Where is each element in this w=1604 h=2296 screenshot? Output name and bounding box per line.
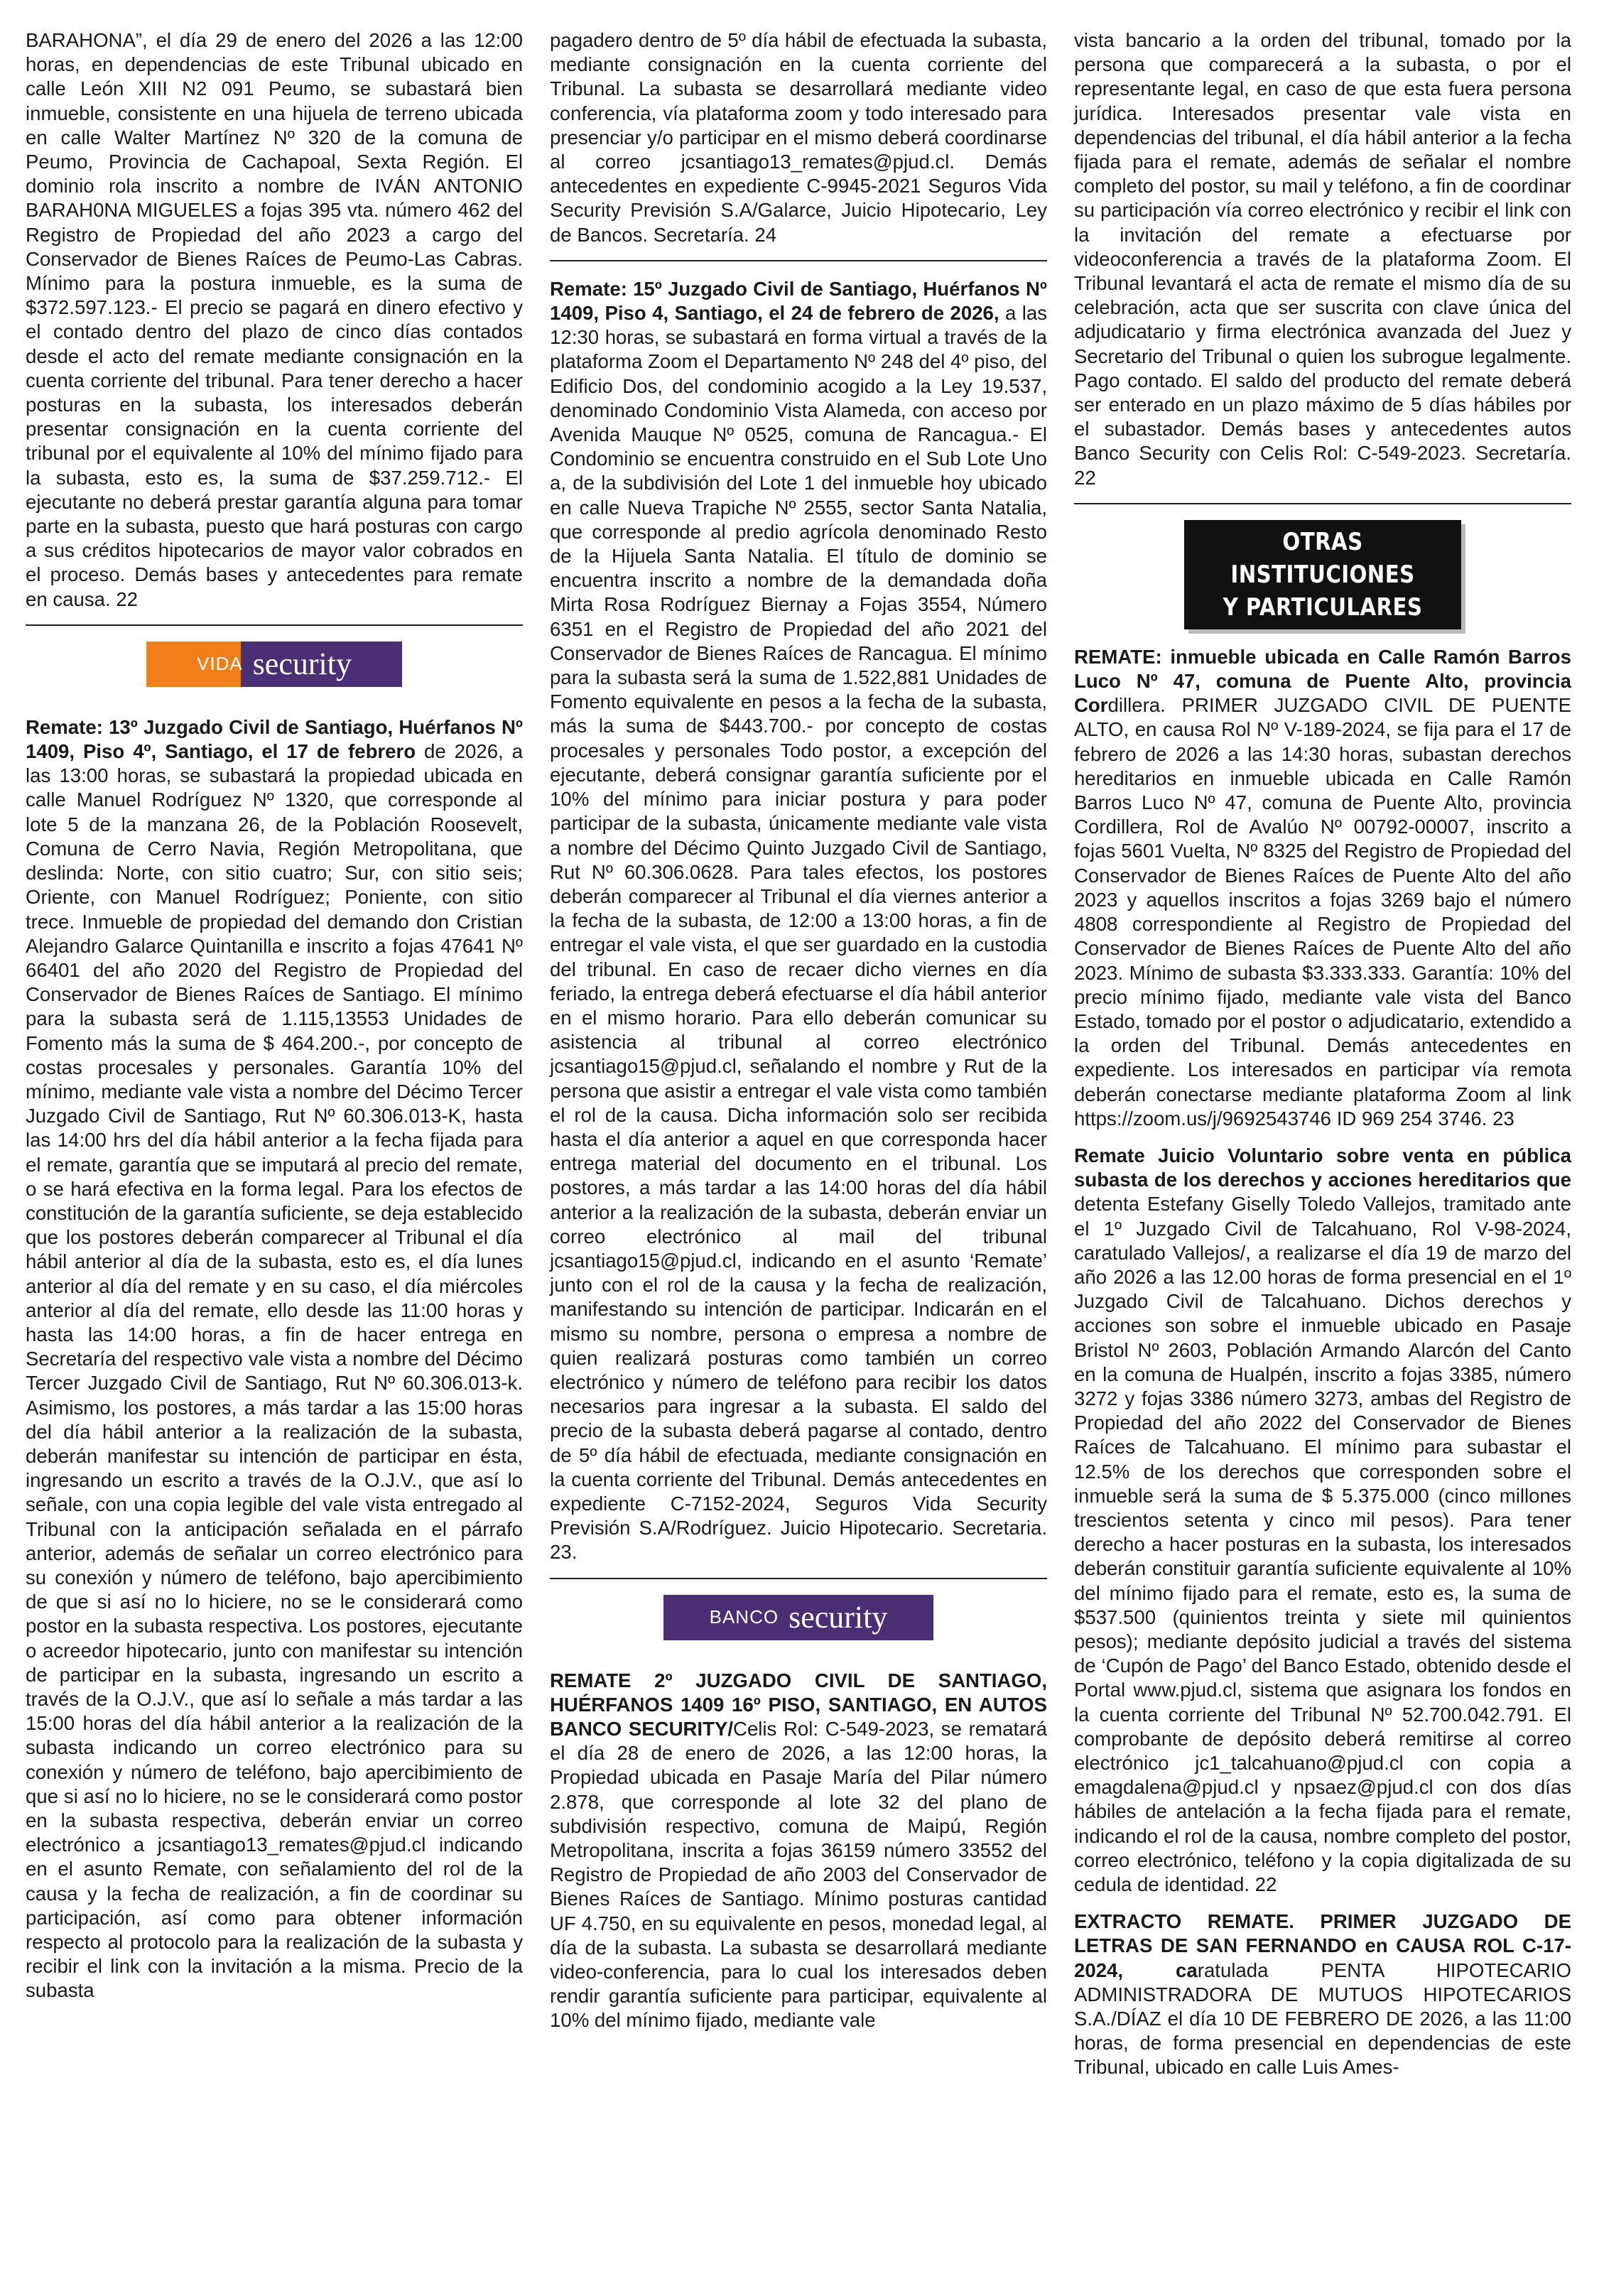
divider xyxy=(26,624,523,626)
notice-heading: REMATE 2º JUZGADO CIVIL DE SANTIAGO, HUÉRFANOS 1409 16º PISO, SANTIAGO, EN AUTOS BANCO SECURITY/ xyxy=(550,1669,1047,1740)
logo-security-text: security xyxy=(789,1600,888,1635)
notice-body: dillera. PRIMER JUZGADO CIVIL DE PUENTE ALTO, en causa Rol Nº V-189-2024, se fija para el 17 de febrero de 2026 a las 14:30 horas, subastan derechos hereditarios en inmueble ubicada en Calle Ramón Barros Luco Nº 47, comuna de Puente Alto, provincia Cordillera, Rol de Avalúo Nº 00792-00007, inscrito a fojas 5601 Vuelta, Nº 8325 del Registro de Propiedad del Conservador de Bienes Raíces de Puente Alto del año 2023 y aquellos inscritos a fojas 3269 bajo el número 4808 correspondiente al Registro de Propiedad del Conservador de Bienes Raíces de Puente Alto del año 2023. Mínimo de subasta $3.333.333. Garantía: 10% del precio mínimo fijado, mediante vale vista del Banco Estado, tomado por el postor o adjudicatario, extendido a la orden del Tribunal. Demás antecedentes en expediente. Los interesados en participar vía remota deberán conectarse mediante plataforma Zoom al link https://zoom.us/j/9692543746 ID 969 254 3746. 23 xyxy=(1074,694,1571,1130)
column-2 xyxy=(550,28,1047,2033)
divider xyxy=(550,1578,1047,1579)
notice-barahona: BARAHONA”, el día 29 de enero del 2026 a las 12:00 horas, en dependencias de este Tribunal ubicado en calle León XIII N2 091 Peumo, se subastará bien inmueble, consistente en una hijuela de terreno ubicada en calle Walter Martínez Nº 320 de la comuna de Peumo, Provincia de Cachapoal, Sexta Región. El dominio rola inscrito a nombre de IVÁN ANTONIO BARAH0NA MIGUELES a fojas 395 vta. número 462 del Registro de Propiedad del año 2023 a cargo del Conservador de Bienes Raíces de Peumo-Las Cabras. Mínimo para la postura inmueble, es la suma de $372.597.123.- El precio se pagará en dinero efectivo y el contado dentro del plazo de cinco días contados desde el acto del remate mediante consignación en la cuenta corriente del tribunal. Para tener derecho a hacer posturas en la subasta, los interesados deberán presentar consignación en la cuenta corriente del tribunal por el equivalente al 10% del mínimo fijado para la subasta, esto es, la suma de $37.259.712.- El ejecutante no deberá prestar garantía alguna para tomar parte en la subasta, puesto que hará posturas con cargo a sus créditos hipotecarios de mayor valor cobrados en el proceso. Demás bases y antecedentes para remate en causa. 22 xyxy=(26,29,523,610)
logo-vida-text: VIDA xyxy=(197,653,243,675)
banco-security-logo xyxy=(663,1595,933,1640)
notice-heading: Remate: 13º Juzgado Civil de Santiago, Huérfanos Nº 1409, Piso 4º, Santiago, el 17 de febrero xyxy=(26,715,523,763)
section-heading-otras-instituciones xyxy=(1184,520,1461,629)
notice-body: ratulada PENTA HIPOTECARIO ADMINISTRADORA DE MUTUOS HIPOTECARIOS S.A./DÍAZ el día 10 DE FEBRERO DE 2026, a las 11:00 horas, de forma presencial en dependencias de este Tribunal, ubicado en calle Luis Ames- xyxy=(1074,1959,1571,2079)
divider xyxy=(1074,503,1571,504)
column-3 xyxy=(1074,28,1571,2080)
notice-heading: Remate: 15º Juzgado Civil de Santiago, Huérfanos Nº 1409, Piso 4, Santiago, el 24 de febrero de 2026, xyxy=(550,277,1047,325)
notice-puente-alto xyxy=(1074,645,1571,1131)
notice-heading: EXTRACTO REMATE. PRIMER JUZGADO DE LETRAS DE SAN FERNANDO en CAUSA ROL C-17-2024, ca xyxy=(1074,1910,1571,1981)
notice-continuation: vista bancario a la orden del tribunal, tomado por la persona que comparecerá a la subasta, o por el representante legal, en caso de que esta fuera persona jurídica. Interesados presentar vale vista en dependencias del tribunal, el día hábil anterior a la fecha fijada para el remate, además de señalar el nombre completo del postor, su mail y teléfono, a fin de coordinar su participación vía correo electrónico y recibir el link con la invitación del remate a efectuarse por videoconferencia a través de la plataforma Zoom. El Tribunal levantará el acta de remate el mismo día de su celebración, acta que ser suscrita con clave única del adjudicatario y firma electrónica avanzada del Juez y Secretario del Tribunal o quien los subrogue legalmente. Pago contado. El saldo del producto del remate deberá ser enterado en un plazo máximo de 5 días hábiles por el subastador. Demás bases y antecedentes autos Banco Security con Celis Rol: C-549-2023. Secretaría. 22 xyxy=(1074,29,1571,489)
notice-2-juzgado xyxy=(550,1669,1047,2033)
vida-security-logo xyxy=(146,641,402,687)
notice-body: a las 12:30 horas, se subastará en forma virtual a través de la plataforma Zoom el Departamento Nº 248 del 4º piso, del Edificio Dos, del condominio acogido a la Ley 19.537, denominado Condominio Vista Alameda, con acceso por Avenida Mauque Nº 0525, comuna de Rancagua.- El Condominio se encuentra construido en el Sub Lote Uno a, de la subdivisión del Lote 1 del inmueble hoy ubicado en calle Nueva Trapiche Nº 2555, sector Santa Natalia, que corresponde al predio agrícola denominado Resto de la Hijuela Santa Natalia. El título de dominio se encuentra inscrito a nombre de la demandada doña Mirta Rosa Rodríguez Biernay a Fojas 3554, Número 6351 en el Registro de Propiedad del año 2021 del Conservador de Bienes Raíces de Rancagua. El mínimo para la subasta será la suma de 1.522,881 Unidades de Fomento equivalente en pesos a la fecha de la subasta, más la suma de $443.700.- por concepto de costas procesales y personales Todo postor, a excepción del ejecutante, deberá consignar garantía suficiente por el 10% del mínimo para iniciar postura y para poder participar de la subasta, únicamente mediante vale vista a nombre del Décimo Quinto Juzgado Civil de Santiago, Rut Nº 60.306.0628. Para tales efectos, los postores deberán comparecer al Tribunal el día viernes anterior a la fecha de la subasta, de 12:00 a 13:00 horas, a fin de entregar el vale vista, el que ser guardado en la custodia del tribunal. En caso de recaer dicho viernes en día feriado, la entrega deberá efectuarse el día hábil anterior en el mismo horario. Para ello deberán comunicar su asistencia al tribunal al correo electrónico jcsantiago15@pjud.cl, señalando el nombre y Rut de la persona que asistir a entregar el vale vista como también el rol de la causa. Dicha información solo ser recibida hasta el día anterior a aquel en que corresponda hacer entrega material del documento en el tribunal. Los postores, a más tardar a las 14:00 horas del día hábil anterior a la realización de la subasta, deberán enviar un correo electrónico al mail del tribunal jcsantiago15@pjud.cl, indicando en el asunto ‘Remate’ junto con el rol de la causa y la fecha de realización, manifestando su intención de participar. Indicarán en el mismo su nombre, persona o empresa a nombre de quien realizará posturas como también un correo electrónico y número de teléfono para recibir los datos necesarios para ingresar a la subasta. El saldo del precio de la subasta deberá pagarse al contado, dentro de 5º día hábil de efectuada, mediante consignación en la cuenta corriente del Tribunal. Demás antecedentes en expediente C-7152-2024, Seguros Vida Security Previsión S.A/Rodríguez. Juicio Hipotecario. Secretaria. 23. xyxy=(550,302,1047,1564)
notice-heading: Remate Juicio Voluntario sobre venta en pública subasta de los derechos y acciones hereditarios que xyxy=(1074,1144,1571,1191)
notice-15-juzgado xyxy=(550,277,1047,1565)
notice-talcahuano xyxy=(1074,1144,1571,1897)
notice-continuation: pagadero dentro de 5º día hábil de efectuada la subasta, mediante consignación en la cuenta corriente del Tribunal. La subasta se desarrollará mediante video conferencia, vía plataforma zoom y todo interesado para presenciar y/o participar en el mismo deberá coordinarse al correo jcsantiago13_remates@pjud.cl. Demás antecedentes en expediente C-9945-2021 Seguros Vida Security Previsión S.A/Galarce, Juicio Hipotecario, Ley de Bancos. Secretaría. 24 xyxy=(550,29,1047,246)
divider xyxy=(550,260,1047,261)
notice-body: detenta Estefany Giselly Toledo Vallejos, tramitado ante el 1º Juzgado Civil de Talcahuano, Rol V-98-2024, caratulado Vallejos/, a realizarse el día 19 de marzo del año 2026 a las 12.00 horas de forma presencial en el 1º Juzgado Civil de Talcahuano. Dichos derechos y acciones son sobre el inmueble ubicado en Pasaje Bristol Nº 2603, Población Armando Alarcón del Canto en la comuna de Hualpén, inscrito a fojas 3385, número 3272 y fojas 3386 número 3273, ambas del Registro de Propiedad del año 2022 del Conservador de Bienes Raíces de Talcahuano. El mínimo para subastar el 12.5% de los derechos que corresponden sobre el inmueble será la suma de $ 5.375.000 (cinco millones trescientos setenta y cinco mil pesos). Para tener derecho a hacer posturas en la subasta, los interesados deberán constituir garantía suficiente equivalente al 10% del mínimo fijado para el remate, esto es, la suma de $537.500 (quinientos treinta y siete mil quinientos pesos); mediante depósito judicial a través del sistema de ‘Cupón de Pago’ del Banco Estado, obtenido desde el Portal www.pjud.cl, sistema que asignara los fondos en la cuenta corriente del Tribunal Nº 52.700.042.791. El comprobante de depósito deberá remitirse al correo electrónico jc1_talcahuano@pjud.cl con copia a emagdalena@pjud.cl y npsaez@pjud.cl con dos días hábiles de antelación a la fecha fijada para el remate, indicando el rol de la causa, nombre completo del postor, correo electrónico, teléfono y la copia digitalizada de su cedula de identidad. 22 xyxy=(1074,1193,1571,1896)
notice-body: de 2026, a las 13:00 horas, se subastará la propiedad ubicada en calle Manuel Rodríguez Nº 1320, que corresponde al lote 5 de la manzana 26, de la Población Roosevelt, Comuna de Cerro Navia, Región Metropolitana, que deslinda: Norte, con sitio cuatro; Sur, con sitio seis; Oriente, con Manuel Rodríguez; Poniente, con sitio trece. Inmueble de propiedad del demando don Cristian Alejandro Galarce Quintanilla e inscrito a fojas 47641 Nº 66401 del año 2020 del Registro de Propiedad del Conservador de Bienes Raíces de Santiago. El mínimo para la subasta será de 1.115,13553 Unidades de Fomento más la suma de $ 464.200.-, por concepto de costas procesales y personales. Garantía 10% del mínimo, mediante vale vista a nombre del Décimo Tercer Juzgado Civil de Santiago, Rut Nº 60.306.013-K, hasta las 14:00 hrs del día hábil anterior a la fecha fijada para el remate, garantía que se imputará al precio del remate, o se hará efectiva en la forma legal. Para los efectos de constitución de la garantía suficiente, se deja establecido que los postores deberán comparecer al Tribunal el día hábil anterior al día de la subasta, esto es, el día lunes anterior al día del remate y en su caso, el día miércoles anterior al día del remate, ello desde las 11:00 horas y hasta las 14:00 horas, a fin de hacer entrega en Secretaría del respectivo vale vista a nombre del Décimo Tercer Juzgado Civil de Santiago, Rut Nº 60.306.013-k. Asimismo, los postores, a más tardar a las 15:00 horas del día hábil anterior a la realización de la subasta, deberán manifestar su intención de participar en ésta, ingresando un escrito a través de la O.J.V., que así lo señale, con una copia legible del vale vista entregado al Tribunal con la anticipación señalada en el párrafo anterior, además de señalar un correo electrónico para su conexión y número de teléfono, bajo apercibimiento de que si así no lo hiciere, no se le considerará como postor en la subasta respectiva. Los postores, ejecutante o acreedor hipotecario, junto con manifestar su intención de participar en la subasta, ingresando un escrito a través de la O.J.V., que así lo señale a más tardar a las 15:00 horas del día hábil anterior a la realización de la subasta indicando un correo electrónico para su conexión y número de teléfono, bajo apercibimiento de que si así no lo hiciere, no se le considerará como postor en la subasta respectiva, deberán enviar un correo electrónico a jcsantiago13_remates@pjud.cl indicando en el asunto Remate, con señalamiento del rol de la causa y la fecha de realización, a fin de coordinar su participación, así como para obtener información respecto al protocolo para la realización de la subasta y recibir el link con la invitación a la misma. Precio de la subasta xyxy=(26,740,523,2002)
notice-13-juzgado xyxy=(26,715,523,2003)
banco-security-ad xyxy=(550,1595,1047,1640)
notice-body: Celis Rol: C-549-2023, se rematará el día 28 de enero de 2026, a las 12:00 horas, la Propiedad ubicada en Pasaje María del Pilar número 2.878, que corresponde al lote 32 del plano de subdivisión respectivo, comuna de Maipú, Región Metropolitana, inscrita a fojas 36159 número 33552 del Registro de Propiedad de año 2003 del Conservador de Bienes Raíces de Santiago. Mínimo posturas cantidad UF 4.750, en su equivalente en pesos, monedad legal, al día de la subasta. La subasta se desarrollará mediante video-conferencia, para lo cual los interesados deben rendir garantía suficiente para participar, equivalente al 10% del mínimo fijado, mediante vale xyxy=(550,1718,1047,2032)
column-1 xyxy=(26,28,523,2003)
section-heading-line2: Y PARTICULARES xyxy=(1223,592,1423,622)
notice-heading: REMATE: inmueble ubicada en Calle Ramón Barros Luco Nº 47, comuna de Puente Alto, provincia Cor xyxy=(1074,645,1571,717)
logo-banco-text: BANCO xyxy=(709,1606,779,1628)
vida-security-ad xyxy=(26,641,523,687)
logo-security-text: security xyxy=(252,646,352,682)
notice-san-fernando xyxy=(1074,1910,1571,2079)
section-heading-line1: OTRAS INSTITUCIONES xyxy=(1230,527,1415,589)
